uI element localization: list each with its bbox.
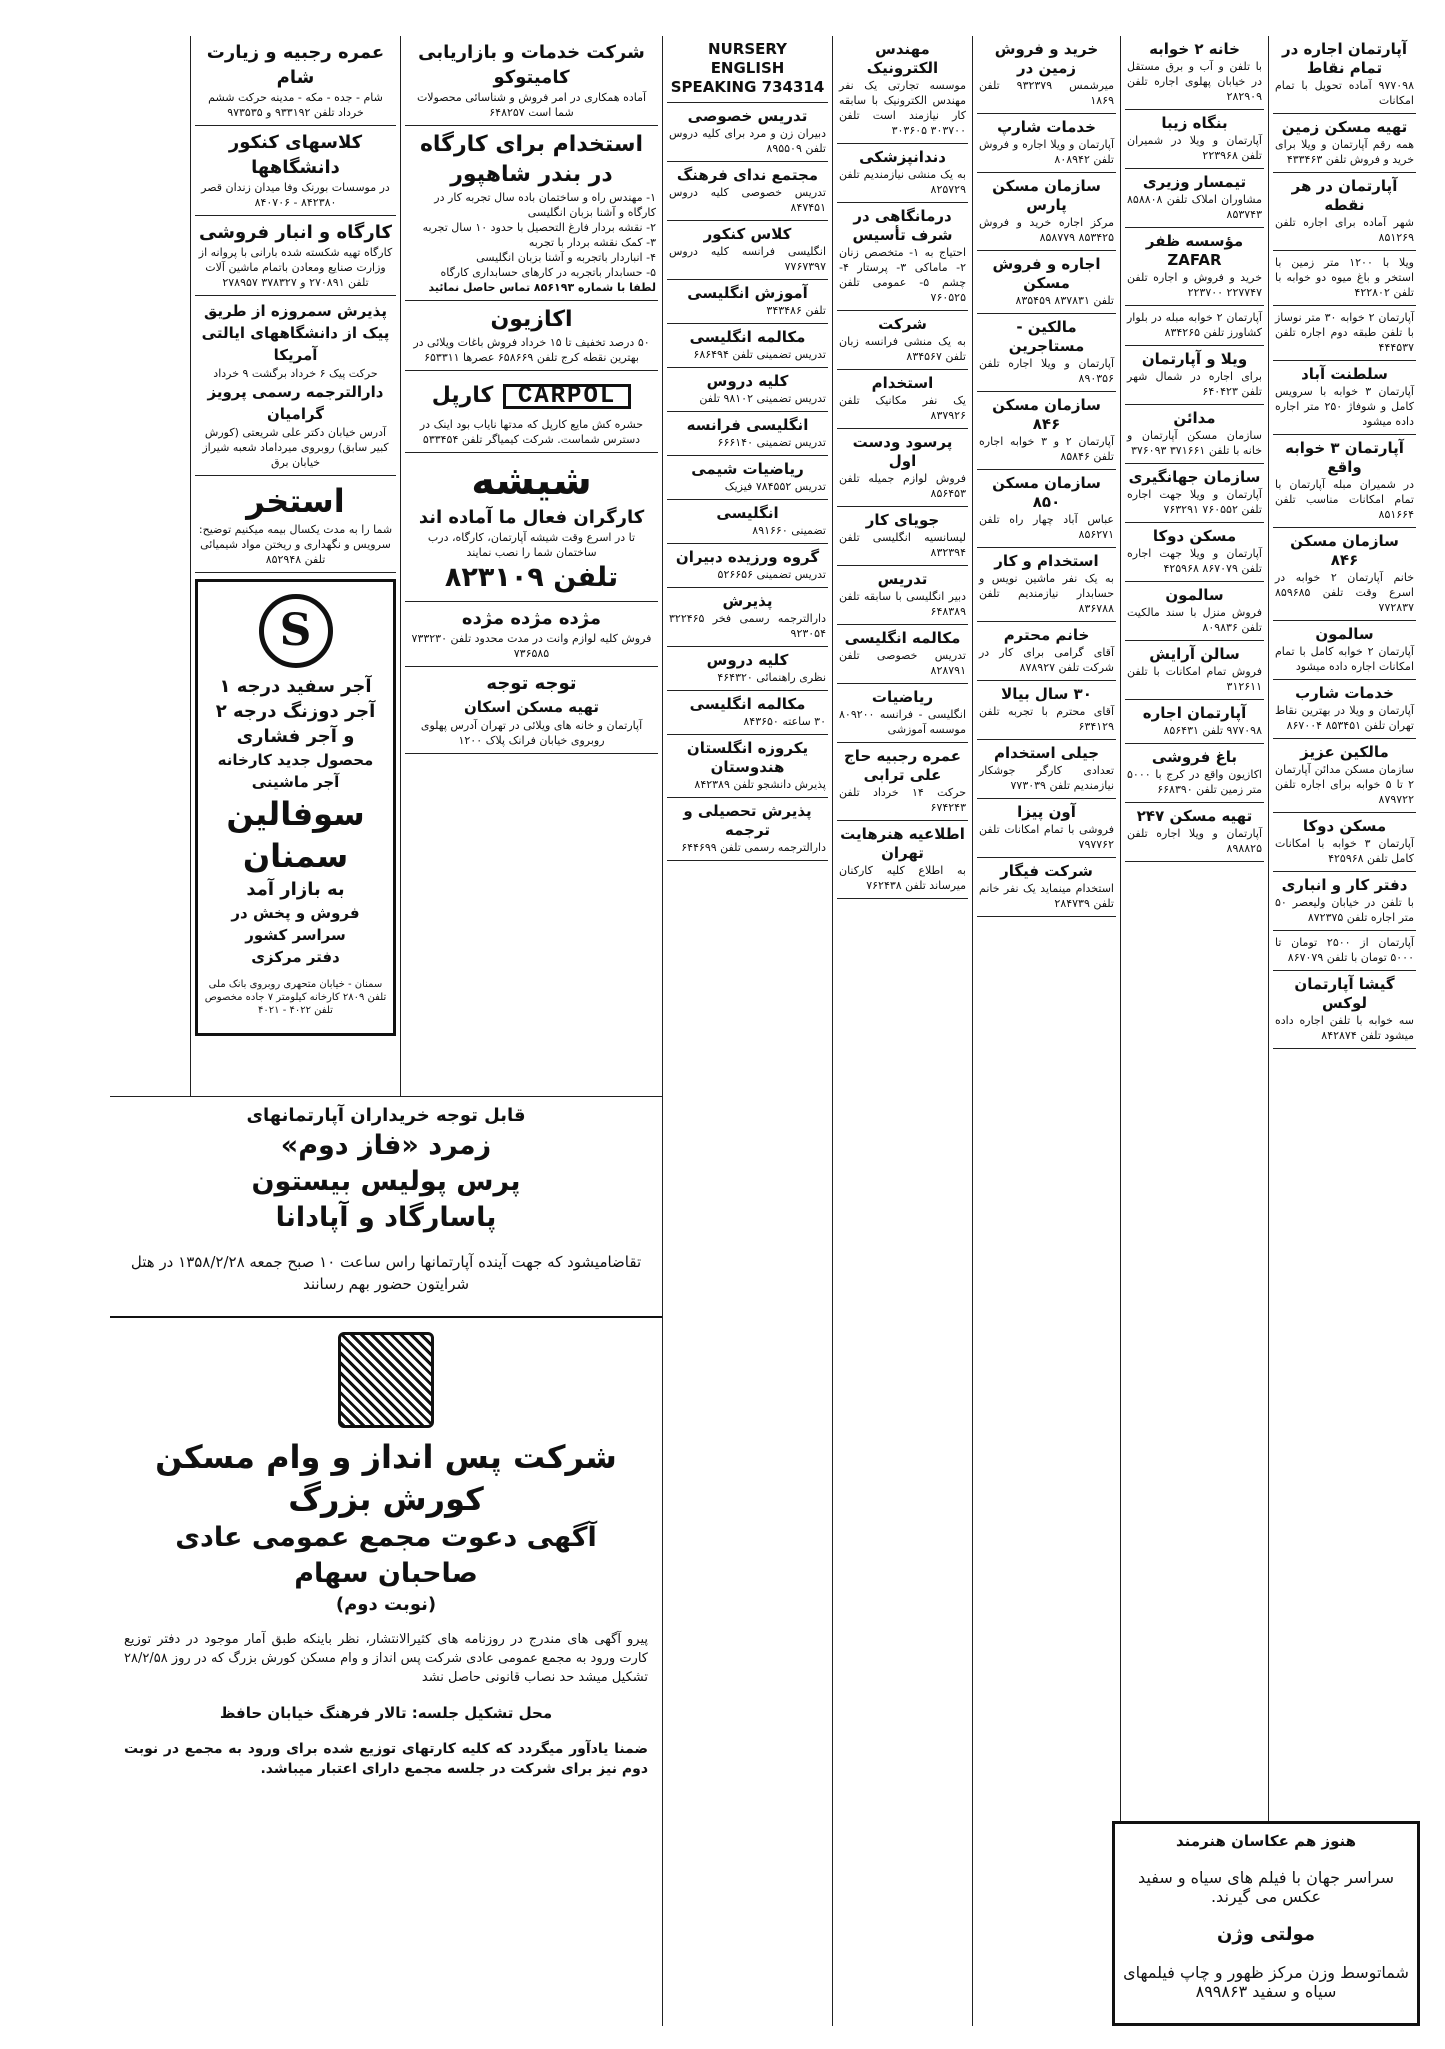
korosh-place: محل تشکیل جلسه: تالار فرهنگ خیابان حافظ (219, 1704, 553, 1722)
ad-estakhr-title: استخر (246, 482, 345, 520)
classified-ad (837, 203, 968, 311)
classified-ad-text: آپارتمان و ویلا جهت اجاره تلفن ۷۶۰۵۵۲ ۷۶۳۲۹۱ (1127, 488, 1262, 516)
classified-ad-text: فروش لوازم جمیله تلفن ۸۵۶۴۵۳ (839, 472, 966, 500)
hanuz-text: سراسر جهان با فیلم های سیاه و سفید عکس می گیرند. (1138, 1868, 1394, 1906)
molti-text: شماتوسط وزن مرکز ظهور و چاپ فیلمهای سیاه و سفید ۸۹۹۸۶۳ (1123, 1963, 1409, 2001)
classified-ad (667, 647, 828, 691)
classified-ad-text: یک نفر مکانیک تلفن ۸۳۷۹۲۶ (839, 394, 966, 422)
classified-ad-text: آقای محترم با تجربه تلفن ۶۳۴۱۲۹ (979, 705, 1114, 733)
classified-ad-title: سالن آرایش (1149, 645, 1240, 663)
korosh-title: شرکت پس انداز و وام مسکن (155, 1438, 617, 1476)
classified-ad (837, 144, 968, 203)
classified-ad (1273, 813, 1416, 872)
classified-ad-title: سازمان مسکن ۸۵۰ (992, 474, 1101, 511)
classified-ad-title: جیلی استخدام (993, 744, 1100, 762)
classified-ad-text: نظری راهنمائی ۴۶۴۳۲۰ (717, 671, 826, 684)
classified-ad-title: اطلاعیه هنرهایت تهران (840, 825, 965, 862)
classified-ad-text: دبیران زن و مرد برای کلیه دروس تلفن ۸۹۵۵۰۹ (669, 127, 826, 155)
classified-ad (1273, 971, 1416, 1049)
classified-ad-title: NURSERY ENGLISH SPEAKING 734314 (670, 40, 825, 96)
classified-ad (837, 311, 968, 370)
molti-title: مولتی وژن (1217, 1924, 1315, 1945)
classified-ad-title: سازمان مسکن ۸۴۶ (1290, 532, 1399, 569)
classified-ad-text: آپارتمان ۳ خوابه با امکانات کامل تلفن ۴۲۵۹۶۸ (1275, 837, 1414, 865)
korosh-text: پیرو آگهی های مندرج در روزنامه های کثیرالانتشار، نظر باینکه طبق آمار موجود در دفتر توزیع کارت ورود به مجمع عمومی عادی شرکت پس انداز و وام مسکن کورش بزرگ که در روز ۲۸/۲/۵۸ تشکیل میشد حد نصاب قانونی حاصل نشد (124, 1632, 648, 1685)
carpol-logo: CARPOL (503, 384, 631, 409)
classified-ad (667, 798, 828, 861)
korosh-subtitle-2: صاحبان سهام (294, 1558, 478, 1589)
classified-ad-text: آپارتمان و ویلا در بهترین نقاط تهران تلفن ۸۵۳۴۵۱ ۸۶۷۰۰۴ (1275, 704, 1414, 732)
ad-estekhdam-title: استخدام برای کارگاه در بندر شاهپور (419, 132, 644, 187)
classified-ad (977, 314, 1116, 392)
classified-ad (977, 173, 1116, 251)
classified-ad-text: مشاوران املاک تلفن ۸۵۸۸۰۸ ۸۵۳۷۴۳ (1127, 193, 1262, 221)
ad-omre-title: عمره رجبیه و زیارت شام (206, 42, 385, 88)
classified-ad-text: دارالترجمه رسمی تلفن ۶۴۴۶۹۹ (681, 841, 826, 854)
classified-ad-title: خرید و فروش زمین در (994, 40, 1099, 77)
classified-ad (1273, 872, 1416, 931)
ad-zomorod (110, 1097, 662, 1318)
classified-ad-text: آپارتمان و ویلا اجاره تلفن ۸۹۸۸۲۵ (1127, 827, 1262, 855)
classified-ad-text: خرید و فروش و اجاره تلفن ۲۲۷۷۴۷ ۲۲۳۷۰۰ (1127, 271, 1262, 299)
classified-ad-title: مؤسسه ظفر ZAFAR (1145, 232, 1244, 269)
classified-ad-text: آپارتمان ۲ و ۳ خوابه اجاره تلفن ۸۵۸۴۶ (979, 435, 1115, 463)
ad-shishe-text: تا در اسرع وقت شیشه آپارتمان، کارگاه، درب ساختمان شما را نصب نمایند (427, 531, 636, 559)
classified-ad-text: ویلا با ۱۲۰۰ متر زمین با استخر و باغ میوه دو خوابه با تلفن ۴۲۲۸۰۲ (1275, 256, 1414, 299)
ad-paziresh-title: پذیرش سمروزه از طریق پیک از دانشگاههای ایالتی آمریکا (201, 302, 390, 364)
classified-ad-text: لیسانسیه انگلیسی تلفن ۸۳۲۳۹۴ (839, 531, 966, 559)
classified-ad (837, 684, 968, 743)
classified-ad-title: ریاضیات شیمی (691, 460, 804, 478)
classified-ad-text: آپارتمان و ویلا اجاره تلفن ۸۹۰۳۵۶ (979, 357, 1114, 385)
ad-khadamat (405, 36, 658, 126)
zomorod-text: تقاضامیشود که جهت آینده آپارتمانها راس ساعت ۱۰ صبح جمعه ۱۳۵۸/۲/۲۸ در هتل شرایتون حضور بهم رسانند (130, 1253, 642, 1293)
classified-ad (1273, 114, 1416, 173)
classified-ad-text: آپارتمان ۲ خوابه مبله در بلوار کشاورز تلفن ۸۳۴۲۶۵ (1127, 311, 1262, 339)
ad-mozhde-text: فروش کلیه لوازم وانت در مدت محدود تلفن ۷۳۳۲۳۰ ۷۳۶۵۸۵ (411, 632, 652, 660)
classified-ad (1273, 435, 1416, 528)
classified-ad-text: عباس آباد چهار راه تلفن ۸۵۶۲۷۱ (979, 513, 1114, 541)
classified-ad-text: تدریس تضمینی ۵۲۶۶۵۶ (717, 568, 826, 581)
classified-ad-text: تدریس ۷۸۴۵۵۲ فیزیک (724, 480, 826, 493)
korosh-note: ضمنا یادآور میگردد که کلیه کارتهای توزیع شده برای ورود به مجمع در نوبت دوم نیز برای شرکت در جلسه مجمع دارای اعتبار میباشد. (124, 1741, 648, 1777)
ad-kargah-text: کارگاه تهیه شکسته شده بارانی با پروانه از وزارت صنایع ومعادن باتمام ماشین آلات تلفن ۲۷۰۸۹۱ و ۳۷۸۳۲۷ ۲۷۸۹۵۷ (198, 246, 393, 289)
classified-ad-title: بنگاه زیبا (1161, 114, 1228, 132)
ad-multivision (1112, 1821, 1420, 2026)
classified-ad-text: ۳۰ ساعته ۸۴۳۶۵۰ (743, 715, 826, 728)
classified-ad-text: تدریس تضمینی ۶۶۶۱۴۰ (717, 436, 826, 449)
classified-ad-title: تدریس خصوصی (687, 107, 808, 125)
estekhdam-item: ۴- انباردار باتجربه و آشنا بزبان انگلیسی (476, 251, 656, 264)
ad-omre-text: شام - جده - مکه - مدینه حرکت ششم خرداد تلفن ۹۳۳۱۹۲ و ۹۷۳۵۳۵ (208, 91, 383, 119)
ad-kargah (195, 216, 396, 296)
sofalin-line: محصول جدید کارخانه آجر ماشینی (217, 751, 374, 791)
classified-ad (977, 681, 1116, 740)
classified-ad-text: تدریس خصوصی تلفن ۸۲۸۷۹۱ (839, 649, 966, 677)
korosh-title-2: کورش بزرگ (288, 1480, 484, 1518)
ad-okazion (405, 301, 658, 371)
ad-konkur (195, 126, 396, 216)
classified-ad (837, 507, 968, 566)
classified-ad (667, 588, 828, 647)
classified-ad (837, 743, 968, 821)
classified-ad-text: مرکز اجاره خرید و فروش ۸۵۳۴۲۵ ۸۵۸۷۷۹ (979, 216, 1114, 244)
classified-ad (977, 251, 1116, 314)
carpol-fa-title: کارپل (431, 383, 494, 408)
classified-ad-text: آپارتمان و ویلا در شمیران تلفن ۲۲۳۹۶۸ (1127, 134, 1262, 162)
ad-mozhde-title: مژده مژده مژده (461, 608, 602, 629)
classified-ad (667, 368, 828, 412)
ad-carpol-text: حشره کش مایع کارپل که مدتها نایاب بود اینک در دسترس شماست. شرکت کیمیاگر تلفن ۵۳۳۴۵۴ (419, 418, 644, 446)
korosh-round: (نوبت دوم) (335, 1594, 437, 1615)
zomorod-line: پرس پولیس بیستون (251, 1166, 521, 1197)
classified-ad-text: تدریس تضمینی تلفن ۶۸۶۴۹۴ (693, 348, 826, 361)
classified-ad-text: ۹۷۷۰۹۸ آماده تحویل با تمام امکانات (1275, 79, 1414, 107)
classified-ad (667, 735, 828, 798)
classified-ad (1273, 306, 1416, 361)
classified-ad-title: مجتمع ندای فرهنگ (676, 166, 819, 184)
classified-ad-title: مهندس الکترونیک (866, 40, 939, 77)
sofalin-line: آجر سفید درجه ۱ (219, 676, 372, 697)
classified-ad-text: آپارتمان از ۲۵۰۰ تومان تا ۵۰۰۰ تومان با تلفن ۸۶۷۰۷۹ (1275, 936, 1414, 964)
classified-ad-text: فروشی با تمام امکانات تلفن ۷۹۷۷۶۲ (979, 823, 1114, 851)
classified-ad (667, 412, 828, 456)
classified-ad-text: تدریس خصوصی کلیه دروس ۸۴۷۴۵۱ (669, 186, 826, 214)
classified-ad-title: درمانگاهی در شرف تأسیس (852, 207, 953, 244)
classified-ad-title: انگلیسی فرانسه (686, 416, 809, 434)
sofalin-address: سمنان - خیابان متحهری روبروی بانک ملی تلفن ۲۸۰۹ کارخانه کیلومتر ۷ جاده مخصوص تلفن ۴۰۲۲ - ۴۰۲۱ (204, 979, 387, 1016)
classified-ad-text: شهر آماده برای اجاره تلفن ۸۵۱۲۶۹ (1275, 216, 1414, 244)
classified-ad (1125, 306, 1264, 346)
classified-ad (977, 392, 1116, 470)
classified-ad-title: خانه ۲ خوابه (1149, 40, 1240, 58)
classified-ad (977, 858, 1116, 917)
classified-ad-text: آپارتمان ۲ خوابه ۳۰ متر نوساز با تلفن طبقه دوم اجاره تلفن ۴۴۴۵۳۷ (1275, 311, 1415, 354)
classified-ad-text: دارالترجمه رسمی فخر ۳۲۲۴۶۵ ۹۲۳۰۵۴ (669, 612, 826, 640)
classified-ad-text: فروش منزل با سند مالکیت تلفن ۸۰۹۸۳۶ (1127, 606, 1262, 634)
classified-ad (667, 221, 828, 280)
column-jobs-medical (832, 36, 972, 2026)
classified-ad (1273, 621, 1416, 680)
classified-ad-title: مکالمه انگلیسی (844, 629, 961, 647)
classified-ad-title: تهیه مسکن زمین (1281, 118, 1408, 136)
zomorod-intro: قابل توجه خریداران آپارتمانهای (246, 1105, 526, 1126)
classified-ad-text: آپارتمان و ویلا اجاره و فروش تلفن ۸۰۸۹۴۲ (979, 138, 1114, 166)
classified-ad-title: آون پیزا (1017, 803, 1076, 821)
ad-shishe-sub: کارگران فعال ما آماده اند (418, 507, 645, 528)
classified-ad-title: ریاضیات (871, 688, 934, 706)
classified-ad-title: مسکن دوکا (1302, 817, 1387, 835)
classified-ad (1273, 931, 1416, 971)
classified-ad-text: تلفن ۳۴۳۴۸۶ (766, 304, 826, 317)
classified-ad-title: آپارتمان ۳ خوابه واقع (1285, 439, 1404, 476)
ad-tavajoh-title: توجه توجه (486, 673, 577, 694)
classified-ad (1125, 700, 1264, 744)
classified-ad-text: آپارتمان و ویلا جهت اجاره تلفن ۸۶۷۰۷۹ ۴۲۵۹۶۸ (1127, 547, 1262, 575)
classified-ad-text: انگلیسی - فرانسه ۸۰۹۲۰۰ موسسه آموزشی (839, 708, 966, 736)
classified-ad-title: مسکن دوکا (1152, 527, 1237, 545)
classified-ad (667, 544, 828, 588)
classified-ad-title: خانم محترم (1003, 626, 1090, 644)
ad-tavajoh-sub: تهیه مسکن اسکان (463, 698, 600, 716)
estekhdam-item: ۳- کمک نقشه بردار با تجربه (528, 236, 656, 249)
classified-ad-title: سازمان مسکن ۸۴۶ (992, 396, 1101, 433)
classified-ad-title: تیمسار وزیری (1142, 173, 1247, 191)
classified-ad-text: به یک منشی نیازمندیم تلفن ۸۲۵۷۲۹ (839, 168, 966, 196)
classified-ad-text: با تلفن و آب و برق مستقل در خیابان پهلوی اجاره تلفن ۲۸۲۹۰۹ (1127, 60, 1262, 103)
classified-ad-title: ۳۰ سال بیالا (1001, 685, 1092, 703)
classified-ad (1273, 680, 1416, 739)
classified-ad-title: خدمات شارب (1295, 684, 1394, 702)
classified-ad-title: مکالمه انگلیسی (689, 328, 806, 346)
classified-ad-title: اجاره و فروش مسکن (992, 255, 1101, 292)
column-rentals-1 (1268, 36, 1420, 2026)
classified-ad-title: پذیرش (722, 592, 773, 610)
classified-ad-text: برای اجاره در شمال شهر تلفن ۶۴۰۴۲۳ (1127, 370, 1262, 398)
classified-ad-text: حرکت ۱۴ خرداد تلفن ۶۷۴۲۴۳ (839, 786, 967, 814)
classified-ad (837, 625, 968, 684)
classified-ad (1125, 523, 1264, 582)
column-rentals-2 (1120, 36, 1268, 2026)
classified-ad-text: به یک منشی فرانسه زبان تلفن ۸۳۴۵۶۷ (839, 335, 966, 363)
classified-ad-title: شرکت فیگار (1000, 862, 1093, 880)
estekhdam-item: ۵- حسابدار باتجربه در کارهای حسابداری کارگاه (440, 266, 656, 279)
ad-shishe (405, 453, 658, 602)
classified-ad-text: خانم آپارتمان ۲ خوابه در اسرع وقت تلفن ۸۵۹۶۸۵ ۷۷۲۸۳۷ (1275, 571, 1414, 614)
korosh-subtitle: آگهی دعوت مجمع عمومی عادی (175, 1522, 597, 1553)
classified-ad-title: مالکین عزیز (1300, 743, 1389, 761)
classified-ad-text: آقای گرامی برای کار در شرکت تلفن ۸۷۸۹۲۷ (979, 646, 1114, 674)
classified-ad-title: تهیه مسکن ۲۴۷ (1136, 807, 1253, 825)
classified-ad-title: جویای کار (865, 511, 940, 529)
ad-estekhdam-bandar (405, 126, 658, 301)
classified-ad-text: تضمینی ۸۹۱۶۶۰ (752, 524, 826, 537)
newspaper-page (30, 36, 1420, 2026)
classified-ad-title: سازمان جهانگیری (1128, 468, 1261, 486)
classified-ad-text: تلفن ۸۳۷۸۳۱ ۸۳۵۴۵۹ (1015, 294, 1114, 307)
classified-ad-title: سالمون (1315, 625, 1374, 643)
classified-ad (667, 162, 828, 221)
classified-ad-title: سالمون (1165, 586, 1224, 604)
classified-ad (667, 456, 828, 500)
ad-korosh-bozorg (110, 1318, 662, 1799)
classified-ad-title: آپارتمان در هر نقطه (1291, 177, 1398, 214)
classified-ad (667, 691, 828, 735)
classified-ad (1125, 464, 1264, 523)
classified-ad (1273, 173, 1416, 251)
ad-estakhr-text: شما را به مدت یکسال بیمه میکنیم توضیح: سرویس و نگهداری و ریختن مواد شیمیائی تلفن ۸۵۲۹۴۸ (198, 523, 393, 566)
classified-ad (1125, 36, 1264, 110)
ad-carpol (405, 371, 658, 453)
ad-omre-sham (195, 36, 396, 126)
classified-ad-text: ۹۷۷۰۹۸ تلفن ۸۵۶۴۳۱ (1163, 724, 1262, 737)
classified-ad-text: سازمان مسکن مدائن آپارتمان ۲ تا ۵ خوابه برای اجاره تلفن ۸۷۹۷۲۲ (1275, 763, 1414, 806)
classified-ad-title: استخدام (871, 374, 934, 392)
sofalin-logo-icon: S (259, 594, 333, 668)
ad-darotarjome-title: دارالترجمه رسمی پرویز گرامیان (207, 383, 384, 423)
classified-ad-title: انگلیسی (716, 504, 779, 522)
classified-ad-title: شرکت (878, 315, 927, 333)
ad-khadamat-title: شرکت خدمات و بازاریابی کامیتوکو (418, 42, 645, 88)
zomorod-title: زمرد «فاز دوم» (280, 1130, 492, 1161)
hanuz-title: هنوز هم عکاسان هنرمند (1175, 1832, 1357, 1850)
classified-ad (1125, 169, 1264, 228)
classified-ad-text: احتیاج به ۱- متخصص زنان ۲- ماماکی ۳- پرستار ۴- چشم ۵- عمومی تلفن ۷۶۰۵۲۵ (839, 246, 967, 304)
ad-kargah-title: کارگاه و انبار فروشی (199, 222, 392, 243)
classified-ad-text: دبیر انگلیسی با سابقه تلفن ۶۴۸۳۸۹ (839, 590, 966, 618)
bottom-left-block (110, 1096, 662, 2026)
classified-ad-text: اکازیون واقع در کرج با ۵۰۰۰ متر زمین تلفن ۶۶۸۳۹۰ (1127, 768, 1262, 796)
classified-ad-title: مالکین - مستاجرین (1008, 318, 1085, 355)
sofalin-line: آجر دوزنگ درجه ۲ (215, 701, 376, 722)
classified-ad (1125, 641, 1264, 700)
sofalin-line: و آجر فشاری (236, 726, 355, 747)
classified-ad (1125, 582, 1264, 641)
estekhdam-item: ۲- نقشه بردار فارغ التحصیل با حدود ۱۰ سال تجربه (422, 221, 656, 234)
ad-paziresh-text: حرکت پیک ۶ خرداد برگشت ۹ خرداد (213, 367, 378, 380)
classified-ad (977, 622, 1116, 681)
classified-ad (667, 500, 828, 544)
classified-ad (667, 324, 828, 368)
classified-ad (667, 103, 828, 162)
classified-ad-title: پذیرش تحصیلی و ترجمه (683, 802, 812, 839)
sofalin-line: فروش و پخش در سراسر کشور (231, 904, 360, 944)
classified-ad (1125, 744, 1264, 803)
classified-ad-title: سازمان مسکن پارس (992, 177, 1101, 214)
sofalin-line: دفتر مرکزی (251, 948, 340, 966)
classified-ad-text: انگلیسی فرانسه کلیه دروس ۷۷۶۷۳۹۷ (669, 245, 826, 273)
classified-ad-title: آپارتمان اجاره (1142, 704, 1247, 722)
classified-ad (837, 821, 968, 899)
classified-ad-text: با تلفن در خیابان ولیعصر ۵۰ متر اجاره تلفن ۸۷۲۳۷۵ (1275, 896, 1414, 924)
classified-ad-text: فروش تمام امکانات با تلفن ۳۱۲۶۱۱ (1127, 665, 1262, 693)
classified-ad-text: پذیرش دانشجو تلفن ۸۴۲۳۸۹ (694, 778, 826, 791)
classified-ad-text: همه رقم آپارتمان و ویلا برای خرید و فروش تلفن ۴۳۳۴۶۳ (1275, 138, 1414, 166)
ad-estekhdam-contact: لطفا با شماره ۸۵۶۱۹۳ تماس حاصل نمائید (428, 281, 656, 294)
classified-ad (977, 740, 1116, 799)
classified-ad (1273, 361, 1416, 435)
classified-ad-text: در شمیران مبله آپارتمان با تمام امکانات مناسب تلفن ۸۵۱۶۶۴ (1275, 478, 1414, 521)
classified-ad (837, 370, 968, 429)
ad-tavajoh (405, 667, 658, 754)
classified-ad (977, 799, 1116, 858)
classified-ad (1125, 110, 1264, 169)
classified-ad (1273, 36, 1416, 114)
classified-ad-title: کلاس کنکور (703, 225, 792, 243)
ad-darotarjome-text: آدرس خیابان دکتر علی شریعتی (کورش کبیر سابق) روبروی میرداماد شعبه شیراز خیابان برق (202, 426, 389, 469)
classified-ad (1125, 346, 1264, 405)
classified-ad-title: کلیه دروس (706, 651, 789, 669)
classified-ad-title: یکروزه انگلستان هندوستان (686, 739, 809, 776)
classified-ad (977, 36, 1116, 114)
ad-okazion-text: ۵۰ درصد تخفیف تا ۱۵ خرداد فروش باغات ویلائی در بهترین نقطه کرج تلفن ۶۵۸۶۶۹ عصرها ۶۵۳۳۱۱ (413, 336, 650, 364)
classified-ad-text: آپارتمان ۲ خوابه کامل با تمام امکانات اجاره داده میشود (1275, 645, 1414, 673)
ad-estakhr (195, 476, 396, 573)
classified-ad-text: به یک نفر ماشین نویس و حسابدار نیازمندیم تلفن ۸۳۶۷۸۸ (979, 572, 1114, 615)
zomorod-line: پاسارگاد و آپادانا (275, 1202, 497, 1233)
ad-khadamat-text: آماده همکاری در امر فروش و شناسائی محصولات شما است ۶۴۸۲۵۷ (416, 91, 647, 119)
classified-ad-title: مکالمه انگلیسی (689, 695, 806, 713)
classified-ad (837, 566, 968, 625)
ad-mozhde (405, 602, 658, 667)
classified-ad-text: سازمان مسکن آپارتمان و خانه با تلفن ۳۷۱۶۶۱ ۳۷۶۰۹۳ (1127, 429, 1262, 457)
classified-ad (1273, 251, 1416, 306)
classified-ad-title: کلیه دروس (706, 372, 789, 390)
classified-ad-title: عمره رجبیه حاج علی ترابی (844, 747, 961, 784)
classified-ad-title: خدمات شارپ (997, 118, 1096, 136)
ad-shishe-phone: تلفن ۸۲۳۱۰۹ (444, 562, 619, 593)
classified-ad-title: مدائن (1173, 409, 1216, 427)
classified-ad-title: باغ فروشی (1151, 748, 1238, 766)
classified-ad-text: تعدادی کارگر جوشکار نیازمندیم تلفن ۷۷۳۰۳۹ (979, 764, 1114, 792)
classified-ad (1273, 528, 1416, 621)
classified-ad (977, 470, 1116, 548)
classified-ad-title: دندانپزشکی (859, 148, 946, 166)
sofalin-line: به بازار آمد (246, 879, 345, 900)
classified-ad-text: به اطلاع کلیه کارکنان میرساند تلفن ۷۶۲۴۳۸ (839, 864, 966, 892)
classified-ad (977, 114, 1116, 173)
sofalin-title: سوفالین سمنان (226, 795, 365, 875)
column-tutoring (662, 36, 832, 2026)
classified-ad (1273, 739, 1416, 813)
estekhdam-item: ۱- مهندس راه و ساختمان باده سال تجربه کار در کارگاه و آشنا بزبان انگلیسی (434, 191, 656, 219)
ad-konkur-text: در موسسات بورنک وفا میدان زندان قصر ۸۴۲۳۸۰ - ۸۴۰۷۰۶ (201, 181, 390, 209)
classified-ad (667, 280, 828, 324)
classified-ad-text: میرشمس ۹۳۲۳۷۹ تلفن ۱۸۶۹ (979, 79, 1114, 107)
classified-ad-title: استخدام و کار (994, 552, 1099, 570)
classified-ad-title: پرسود ودست اول (852, 433, 953, 470)
classified-ad-title: تدریس (877, 570, 928, 588)
classified-ad-text: استخدام مینماید یک نفر خانم تلفن ۲۸۴۷۳۹ (979, 882, 1114, 910)
ad-sofalin-semnan (195, 579, 396, 1036)
korosh-seal-icon (338, 1332, 434, 1428)
classified-ad-text: آپارتمان ۳ خوابه با سرویس کامل و شوفاژ ۲۵۰ متر اجاره داده میشود (1275, 385, 1414, 428)
classified-ad-text: تدریس تضمینی ۹۸۱۰۲ تلفن (699, 392, 826, 405)
classified-ad (837, 429, 968, 507)
classified-ad-title: ویلا و آپارتمان (1141, 350, 1248, 368)
column-jobs-housing (972, 36, 1120, 2026)
classified-ad (1125, 228, 1264, 306)
ad-okazion-title: اکازیون (490, 307, 573, 332)
classified-ad (667, 36, 828, 103)
classified-ad-title: آموزش انگلیسی (687, 284, 808, 302)
classified-ad-title: آپارتمان اجاره در تمام نقاط (1281, 40, 1408, 77)
classified-ad-title: گروه ورزیده دبیران (675, 548, 820, 566)
classified-ad-text: موسسه تجارتی یک نفر مهندس الکترونیک با سابقه کار نیازمند است تلفن ۳۰۳۷۰۰ ۳۰۳۶۰۵ (839, 79, 966, 137)
classified-ad-title: دفتر کار و انباری (1281, 876, 1408, 894)
classified-ad (1125, 803, 1264, 862)
classified-ad (977, 548, 1116, 622)
ad-konkur-title: کلاسهای کنکور دانشگاهها (228, 132, 363, 178)
ad-shishe-title: شیشه (471, 458, 592, 504)
classified-ad-title: گیشا آپارتمان لوکس (1294, 975, 1395, 1012)
classified-ad-text: سه خوابه با تلفن اجاره داده میشود تلفن ۸۴۲۸۷۴ (1275, 1014, 1414, 1042)
ad-tavajoh-text: آپارتمان و خانه های ویلائی در تهران آدرس پهلوی روبروی خیابان فرانک پلاک ۱۲۰۰ (420, 719, 643, 747)
classified-ad (1125, 405, 1264, 464)
classified-ad (837, 36, 968, 144)
ad-paziresh-usa (195, 296, 396, 476)
classified-ad-title: سلطنت آباد (1301, 365, 1388, 383)
